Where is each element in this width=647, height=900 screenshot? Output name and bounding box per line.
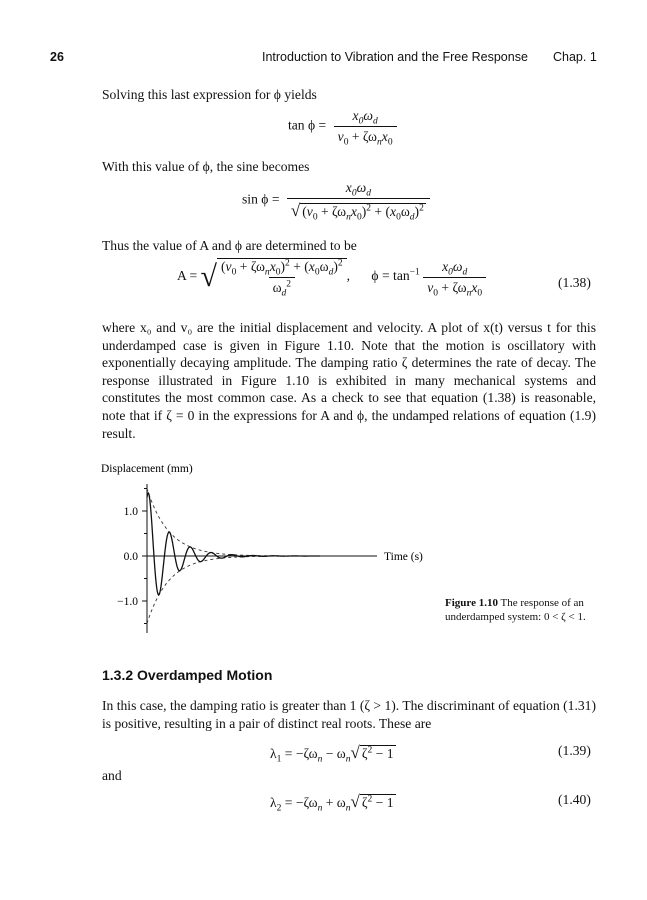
page-number: 26 <box>50 50 64 64</box>
y-tick-label: 1.0 <box>123 506 138 518</box>
figure-caption <box>445 597 595 624</box>
equation-number-1-38: (1.38) <box>558 275 591 290</box>
a-lhs: A = <box>177 268 198 284</box>
tan-lhs: tan ϕ = <box>288 117 327 133</box>
equation-1-38: A = √ $\frac{(v_0 + \zeta\omega_nx_0)^2 + (x_0\omega_d)^2}{\omega_d^2}$ , $\phi = \tan^{-1}$ $\frac{x_0\omega_d}{v_0 + \zeta\omega_nx_0}$ <box>177 258 486 296</box>
y-tick-label: −1.0 <box>117 596 138 608</box>
equation-number-1-39: (1.39) <box>558 743 591 758</box>
phi-fraction: $\frac{x_0\omega_d}{v_0 + \zeta\omega_nx_0}$ <box>423 259 486 296</box>
figure-xlabel: Time (s) <box>384 551 423 563</box>
y-ticks <box>117 489 147 624</box>
response-curve <box>147 493 320 595</box>
equation-number-1-40: (1.40) <box>558 792 591 807</box>
figure-caption-text: The response of an underdamped system: 0 < ζ < 1. <box>445 597 586 623</box>
figure-ylabel: Displacement (mm) <box>101 463 193 475</box>
a-fraction: $\frac{(v_0 + \zeta\omega_nx_0)^2 + (x_0\omega_d)^2}{\omega_d^2}$ <box>217 258 347 296</box>
figure-caption-label: Figure 1.10 <box>445 597 498 609</box>
paragraph-1: Solving this last expression for ϕ yields <box>102 87 317 102</box>
paragraph-3: Thus the value of A and ϕ are determined to be <box>102 238 357 253</box>
phi-lhs: ϕ = tan <box>371 268 410 284</box>
equation-1-40: $\lambda_2 = -\zeta\omega_n + \omega_n√$ $\zeta^2 - 1$ <box>270 792 394 814</box>
running-title: Introduction to Vibration and the Free Response <box>262 50 528 64</box>
lower-envelope-curve <box>147 556 320 623</box>
sin-lhs: sin ϕ = <box>242 191 280 207</box>
equation-sin-phi <box>242 180 430 221</box>
paragraph-5: In this case, the damping ratio is greater than 1 (ζ > 1). The discriminant of equation (1.31) is positive, resulting in a pair of distinct real roots. These are <box>102 698 596 731</box>
paragraph-4: where x₀ and v₀ are the initial displacement and velocity. A plot of x(t) versus t for this underdamped case is given in Figure 1.10. Note that the motion is oscillatory with exponentially decaying amplitude. The damping ratio ζ determines the rate of decay. The response illustrated in Figure 1.10 is exhibited in many mechanical systems and constitutes the most common case. As a check to see that equation (1.38) is reasonable, note that if ζ = 0 in the expressions for A and ϕ, the undamped relations of equation (1.9) result. <box>102 320 596 441</box>
equation-1-39: $\lambda_1 = -\zeta\omega_n - \omega_n√$ $\zeta^2 - 1$ <box>270 743 394 765</box>
equation-tan-phi <box>288 108 397 148</box>
sin-fraction: $\frac{x_0\omega_d}{√ (v_0 + \zeta\omega_nx_0)^2 + (x_0\omega_d)^2}$ <box>287 180 430 221</box>
and-text: and <box>102 768 122 783</box>
chapter-label: Chap. 1 <box>553 50 597 64</box>
tan-fraction: $\frac{x_0\omega_d}{v_0 + \zeta\omega_nx_0}$ <box>334 108 397 145</box>
y-tick-label: 0.0 <box>123 551 138 563</box>
paragraph-2: With this value of ϕ, the sine becomes <box>102 159 310 174</box>
section-heading: 1.3.2 Overdamped Motion <box>102 667 273 683</box>
